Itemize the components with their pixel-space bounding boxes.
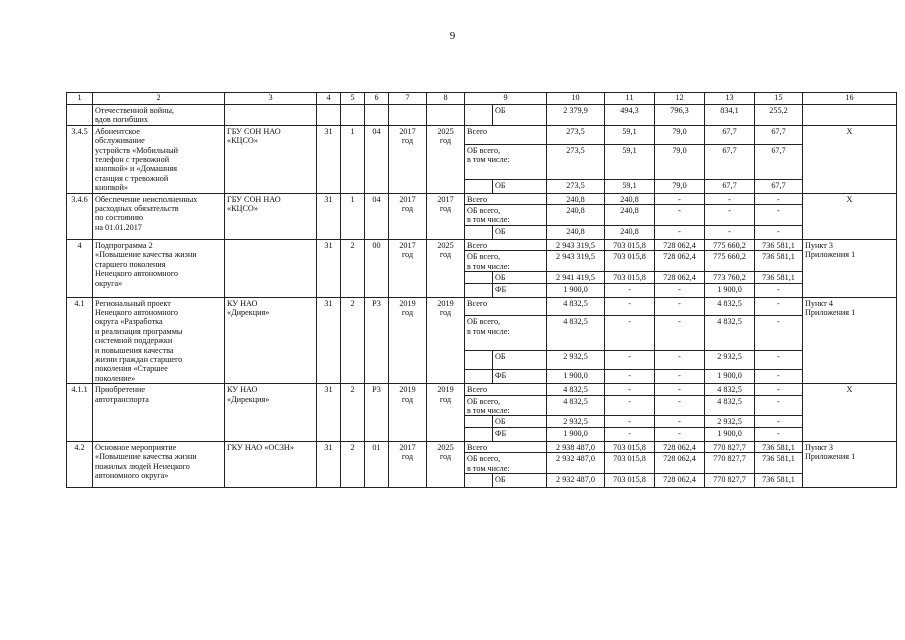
row-note: Х bbox=[803, 193, 897, 239]
row-number: 4 bbox=[67, 239, 93, 297]
value-cell: 240,8 bbox=[605, 193, 655, 204]
row-code-4: 31 bbox=[317, 297, 341, 384]
source-label: ФБ bbox=[493, 370, 547, 384]
row-code-4: 31 bbox=[317, 441, 341, 487]
row-code-4: 31 bbox=[317, 125, 341, 193]
value-cell: - bbox=[655, 427, 705, 441]
value-cell: 4 832,5 bbox=[547, 297, 605, 316]
value-cell: - bbox=[655, 395, 705, 416]
source-label: ОБ всего, в том числе: bbox=[465, 316, 547, 351]
value-cell: 1 900,0 bbox=[705, 427, 755, 441]
source-label: Всего bbox=[465, 239, 547, 250]
row-code-5: 1 bbox=[341, 193, 365, 239]
row-start-year: 2019 год bbox=[389, 297, 427, 384]
value-cell: 240,8 bbox=[547, 225, 605, 239]
row-number bbox=[67, 105, 93, 126]
value-cell: 736 581,1 bbox=[755, 453, 803, 474]
value-cell: 736 581,1 bbox=[755, 272, 803, 283]
row-start-year: 2017 год bbox=[389, 441, 427, 487]
source-indent bbox=[465, 179, 493, 193]
source-label: ОБ всего, в том числе: bbox=[465, 395, 547, 416]
header-row bbox=[67, 93, 897, 105]
value-cell: 770 827,7 bbox=[705, 474, 755, 488]
row-note: Пункт 3 Приложения 1 bbox=[803, 441, 897, 487]
value-cell: - bbox=[755, 395, 803, 416]
row-start-year: 2017 год bbox=[389, 193, 427, 239]
page-number: 9 bbox=[449, 30, 456, 42]
value-cell: 728 062,4 bbox=[655, 272, 705, 283]
row-executor: ГБУ СОН НАО «КЦСО» bbox=[225, 193, 317, 239]
row-code-5: 2 bbox=[341, 297, 365, 384]
table-row bbox=[67, 193, 897, 204]
value-cell: - bbox=[755, 316, 803, 351]
value-cell: - bbox=[755, 283, 803, 297]
value-cell: 1 900,0 bbox=[547, 283, 605, 297]
row-number: 3.4.6 bbox=[67, 193, 93, 239]
value-cell: - bbox=[755, 193, 803, 204]
row-executor: КУ НАО «Дирекция» bbox=[225, 297, 317, 384]
value-cell: 67,7 bbox=[705, 125, 755, 144]
value-cell: 240,8 bbox=[547, 193, 605, 204]
value-cell: - bbox=[605, 416, 655, 427]
value-cell: 775 660,2 bbox=[705, 239, 755, 250]
value-cell: 4 832,5 bbox=[705, 384, 755, 395]
value-cell: 1 900,0 bbox=[705, 370, 755, 384]
row-code-4: 31 bbox=[317, 193, 341, 239]
value-cell: - bbox=[755, 384, 803, 395]
source-label: ОБ bbox=[493, 272, 547, 283]
value-cell: 4 832,5 bbox=[547, 395, 605, 416]
value-cell: 67,7 bbox=[755, 179, 803, 193]
row-number: 3.4.5 bbox=[67, 125, 93, 193]
value-cell: - bbox=[605, 427, 655, 441]
value-cell: - bbox=[655, 416, 705, 427]
value-cell: - bbox=[755, 205, 803, 226]
value-cell: - bbox=[705, 193, 755, 204]
source-indent bbox=[465, 105, 493, 126]
value-cell: - bbox=[655, 225, 705, 239]
source-label: ОБ bbox=[493, 105, 547, 126]
value-cell: 273,5 bbox=[547, 125, 605, 144]
value-cell: - bbox=[605, 395, 655, 416]
row-executor bbox=[225, 239, 317, 297]
value-cell: - bbox=[705, 225, 755, 239]
value-cell: 255,2 bbox=[755, 105, 803, 126]
row-start-year: 2019 год bbox=[389, 384, 427, 442]
value-cell: 736 581,1 bbox=[755, 251, 803, 272]
value-cell: - bbox=[755, 370, 803, 384]
row-code-6: Р3 bbox=[365, 297, 389, 384]
row-number: 4.2 bbox=[67, 441, 93, 487]
value-cell: - bbox=[655, 193, 705, 204]
value-cell: - bbox=[655, 316, 705, 351]
row-name: Абонентское обслуживание устройств «Мобильный телефон с тревожной кнопкой» и «Домашняя станция с тревожной кнопкой» bbox=[93, 125, 225, 193]
value-cell: 4 832,5 bbox=[705, 316, 755, 351]
value-cell: 4 832,5 bbox=[705, 297, 755, 316]
value-cell: - bbox=[755, 225, 803, 239]
value-cell: 703 015,8 bbox=[605, 272, 655, 283]
row-name: Отечественной войны, вдов погибших bbox=[93, 105, 225, 126]
header-cell: 1 bbox=[67, 93, 93, 105]
value-cell: 59,1 bbox=[605, 144, 655, 179]
value-cell: 2 932,5 bbox=[705, 416, 755, 427]
row-executor: ГБУ СОН НАО «КЦСО» bbox=[225, 125, 317, 193]
source-label: ОБ всего, в том числе: bbox=[465, 251, 547, 272]
value-cell: 273,5 bbox=[547, 179, 605, 193]
source-label: ОБ всего, в том числе: bbox=[465, 144, 547, 179]
row-note: Х bbox=[803, 125, 897, 193]
value-cell: 79,0 bbox=[655, 179, 705, 193]
value-cell: 59,1 bbox=[605, 125, 655, 144]
value-cell: - bbox=[755, 416, 803, 427]
row-code-5: 2 bbox=[341, 239, 365, 297]
row-end-year bbox=[427, 105, 465, 126]
value-cell: 728 062,4 bbox=[655, 251, 705, 272]
value-cell: - bbox=[655, 283, 705, 297]
source-indent bbox=[465, 427, 493, 441]
source-label: Всего bbox=[465, 441, 547, 452]
row-note: Пункт 3 Приложения 1 bbox=[803, 239, 897, 297]
row-code-4: 31 bbox=[317, 239, 341, 297]
header-cell: 10 bbox=[547, 93, 605, 105]
value-cell: 2 379,9 bbox=[547, 105, 605, 126]
header-cell: 16 bbox=[803, 93, 897, 105]
row-code-4 bbox=[317, 105, 341, 126]
row-number: 4.1.1 bbox=[67, 384, 93, 442]
value-cell: 2 932,5 bbox=[547, 351, 605, 370]
source-label: ОБ bbox=[493, 179, 547, 193]
value-cell: 2 943 319,5 bbox=[547, 239, 605, 250]
source-label: ОБ всего, в том числе: bbox=[465, 453, 547, 474]
value-cell: 736 581,1 bbox=[755, 239, 803, 250]
value-cell: - bbox=[655, 351, 705, 370]
value-cell: 240,8 bbox=[547, 205, 605, 226]
row-code-6 bbox=[365, 105, 389, 126]
value-cell: 4 832,5 bbox=[705, 395, 755, 416]
table-row bbox=[67, 125, 897, 144]
row-name: Региональный проект Ненецкого автономного округа «Разработка и реализация программы системной поддержки и повышения качества жизни граждан старшего поколения «Старшее поколение» bbox=[93, 297, 225, 384]
value-cell: 240,8 bbox=[605, 225, 655, 239]
header-cell: 2 bbox=[93, 93, 225, 105]
table-body bbox=[67, 93, 897, 488]
value-cell: 834,1 bbox=[705, 105, 755, 126]
source-indent bbox=[465, 370, 493, 384]
source-indent bbox=[465, 474, 493, 488]
value-cell: 79,0 bbox=[655, 144, 705, 179]
value-cell: 67,7 bbox=[755, 144, 803, 179]
value-cell: 770 827,7 bbox=[705, 453, 755, 474]
source-indent bbox=[465, 283, 493, 297]
value-cell: 273,5 bbox=[547, 144, 605, 179]
value-cell: 796,3 bbox=[655, 105, 705, 126]
row-name: Приобретение автотранспорта bbox=[93, 384, 225, 442]
value-cell: - bbox=[655, 370, 705, 384]
row-code-5: 2 bbox=[341, 441, 365, 487]
header-cell: 13 bbox=[705, 93, 755, 105]
source-indent bbox=[465, 272, 493, 283]
row-executor: ГКУ НАО «ОСЗН» bbox=[225, 441, 317, 487]
row-code-6: 04 bbox=[365, 125, 389, 193]
value-cell: 703 015,8 bbox=[605, 251, 655, 272]
value-cell: 1 900,0 bbox=[547, 427, 605, 441]
value-cell: 773 760,2 bbox=[705, 272, 755, 283]
header-cell: 12 bbox=[655, 93, 705, 105]
source-label: Всего bbox=[465, 297, 547, 316]
row-start-year: 2017 год bbox=[389, 125, 427, 193]
header-cell: 8 bbox=[427, 93, 465, 105]
value-cell: 770 827,7 bbox=[705, 441, 755, 452]
source-indent bbox=[465, 351, 493, 370]
row-name: Обеспечение неисполненных расходных обязательств по состоянию на 01.01.2017 bbox=[93, 193, 225, 239]
value-cell: 703 015,8 bbox=[605, 441, 655, 452]
value-cell: 2 932,5 bbox=[547, 416, 605, 427]
row-name: Подпрограмма 2 «Повышение качества жизни старшего поколения Ненецкого автономного округа» bbox=[93, 239, 225, 297]
row-code-6: 04 bbox=[365, 193, 389, 239]
row-code-6: Р3 bbox=[365, 384, 389, 442]
row-start-year bbox=[389, 105, 427, 126]
header-cell: 5 bbox=[341, 93, 365, 105]
value-cell: 736 581,1 bbox=[755, 441, 803, 452]
value-cell: 703 015,8 bbox=[605, 453, 655, 474]
row-code-4: 31 bbox=[317, 384, 341, 442]
source-label: ОБ bbox=[493, 225, 547, 239]
value-cell: 775 660,2 bbox=[705, 251, 755, 272]
budget-table bbox=[66, 92, 897, 488]
value-cell: 2 932 487,0 bbox=[547, 453, 605, 474]
header-cell: 11 bbox=[605, 93, 655, 105]
value-cell: 728 062,4 bbox=[655, 474, 705, 488]
row-end-year: 2019 год bbox=[427, 297, 465, 384]
value-cell: - bbox=[655, 384, 705, 395]
value-cell: 67,7 bbox=[705, 179, 755, 193]
table-row bbox=[67, 297, 897, 316]
table-row bbox=[67, 105, 897, 126]
row-executor: КУ НАО «Дирекция» bbox=[225, 384, 317, 442]
value-cell: 2 932 487,0 bbox=[547, 474, 605, 488]
value-cell: - bbox=[605, 370, 655, 384]
value-cell: 728 062,4 bbox=[655, 441, 705, 452]
value-cell: 728 062,4 bbox=[655, 453, 705, 474]
value-cell: 240,8 bbox=[605, 205, 655, 226]
table-row bbox=[67, 441, 897, 452]
header-cell: 4 bbox=[317, 93, 341, 105]
value-cell: - bbox=[605, 283, 655, 297]
source-label: ОБ bbox=[493, 416, 547, 427]
row-end-year: 2025 год bbox=[427, 125, 465, 193]
value-cell: 736 581,1 bbox=[755, 474, 803, 488]
header-cell: 15 bbox=[755, 93, 803, 105]
row-end-year: 2017 год bbox=[427, 193, 465, 239]
value-cell: 1 900,0 bbox=[547, 370, 605, 384]
table-row bbox=[67, 239, 897, 250]
value-cell: - bbox=[605, 316, 655, 351]
row-note: Пункт 4 Приложения 1 bbox=[803, 297, 897, 384]
value-cell: - bbox=[605, 297, 655, 316]
row-end-year: 2019 год bbox=[427, 384, 465, 442]
value-cell: - bbox=[655, 297, 705, 316]
table-row bbox=[67, 384, 897, 395]
source-label: Всего bbox=[465, 125, 547, 144]
value-cell: 79,0 bbox=[655, 125, 705, 144]
row-executor bbox=[225, 105, 317, 126]
value-cell: 67,7 bbox=[705, 144, 755, 179]
source-label: ОБ всего, в том числе: bbox=[465, 205, 547, 226]
value-cell: 494,3 bbox=[605, 105, 655, 126]
value-cell: 1 900,0 bbox=[705, 283, 755, 297]
row-note bbox=[803, 105, 897, 126]
source-label: Всего bbox=[465, 193, 547, 204]
row-end-year: 2025 год bbox=[427, 441, 465, 487]
value-cell: 2 938 487,0 bbox=[547, 441, 605, 452]
header-cell: 6 bbox=[365, 93, 389, 105]
row-start-year: 2017 год bbox=[389, 239, 427, 297]
row-code-5: 2 bbox=[341, 384, 365, 442]
value-cell: - bbox=[605, 384, 655, 395]
source-label: Всего bbox=[465, 384, 547, 395]
value-cell: 703 015,8 bbox=[605, 239, 655, 250]
value-cell: 4 832,5 bbox=[547, 316, 605, 351]
row-end-year: 2025 год bbox=[427, 239, 465, 297]
value-cell: 2 943 319,5 bbox=[547, 251, 605, 272]
source-indent bbox=[465, 416, 493, 427]
value-cell: 2 941 419,5 bbox=[547, 272, 605, 283]
source-label: ФБ bbox=[493, 427, 547, 441]
value-cell: - bbox=[605, 351, 655, 370]
row-name: Основное мероприятие «Повышение качества жизни пожилых людей Ненецкого автономного округа» bbox=[93, 441, 225, 487]
value-cell: - bbox=[755, 351, 803, 370]
row-note: Х bbox=[803, 384, 897, 442]
value-cell: 703 015,8 bbox=[605, 474, 655, 488]
value-cell: - bbox=[655, 205, 705, 226]
value-cell: - bbox=[705, 205, 755, 226]
value-cell: - bbox=[755, 297, 803, 316]
value-cell: 2 932,5 bbox=[705, 351, 755, 370]
header-cell: 9 bbox=[465, 93, 547, 105]
source-label: ОБ bbox=[493, 474, 547, 488]
row-number: 4.1 bbox=[67, 297, 93, 384]
source-label: ФБ bbox=[493, 283, 547, 297]
row-code-5 bbox=[341, 105, 365, 126]
value-cell: 728 062,4 bbox=[655, 239, 705, 250]
source-label: ОБ bbox=[493, 351, 547, 370]
header-cell: 3 bbox=[225, 93, 317, 105]
row-code-6: 00 bbox=[365, 239, 389, 297]
source-indent bbox=[465, 225, 493, 239]
header-cell: 7 bbox=[389, 93, 427, 105]
value-cell: 67,7 bbox=[755, 125, 803, 144]
value-cell: 4 832,5 bbox=[547, 384, 605, 395]
row-code-5: 1 bbox=[341, 125, 365, 193]
value-cell: - bbox=[755, 427, 803, 441]
row-code-6: 01 bbox=[365, 441, 389, 487]
value-cell: 59,1 bbox=[605, 179, 655, 193]
